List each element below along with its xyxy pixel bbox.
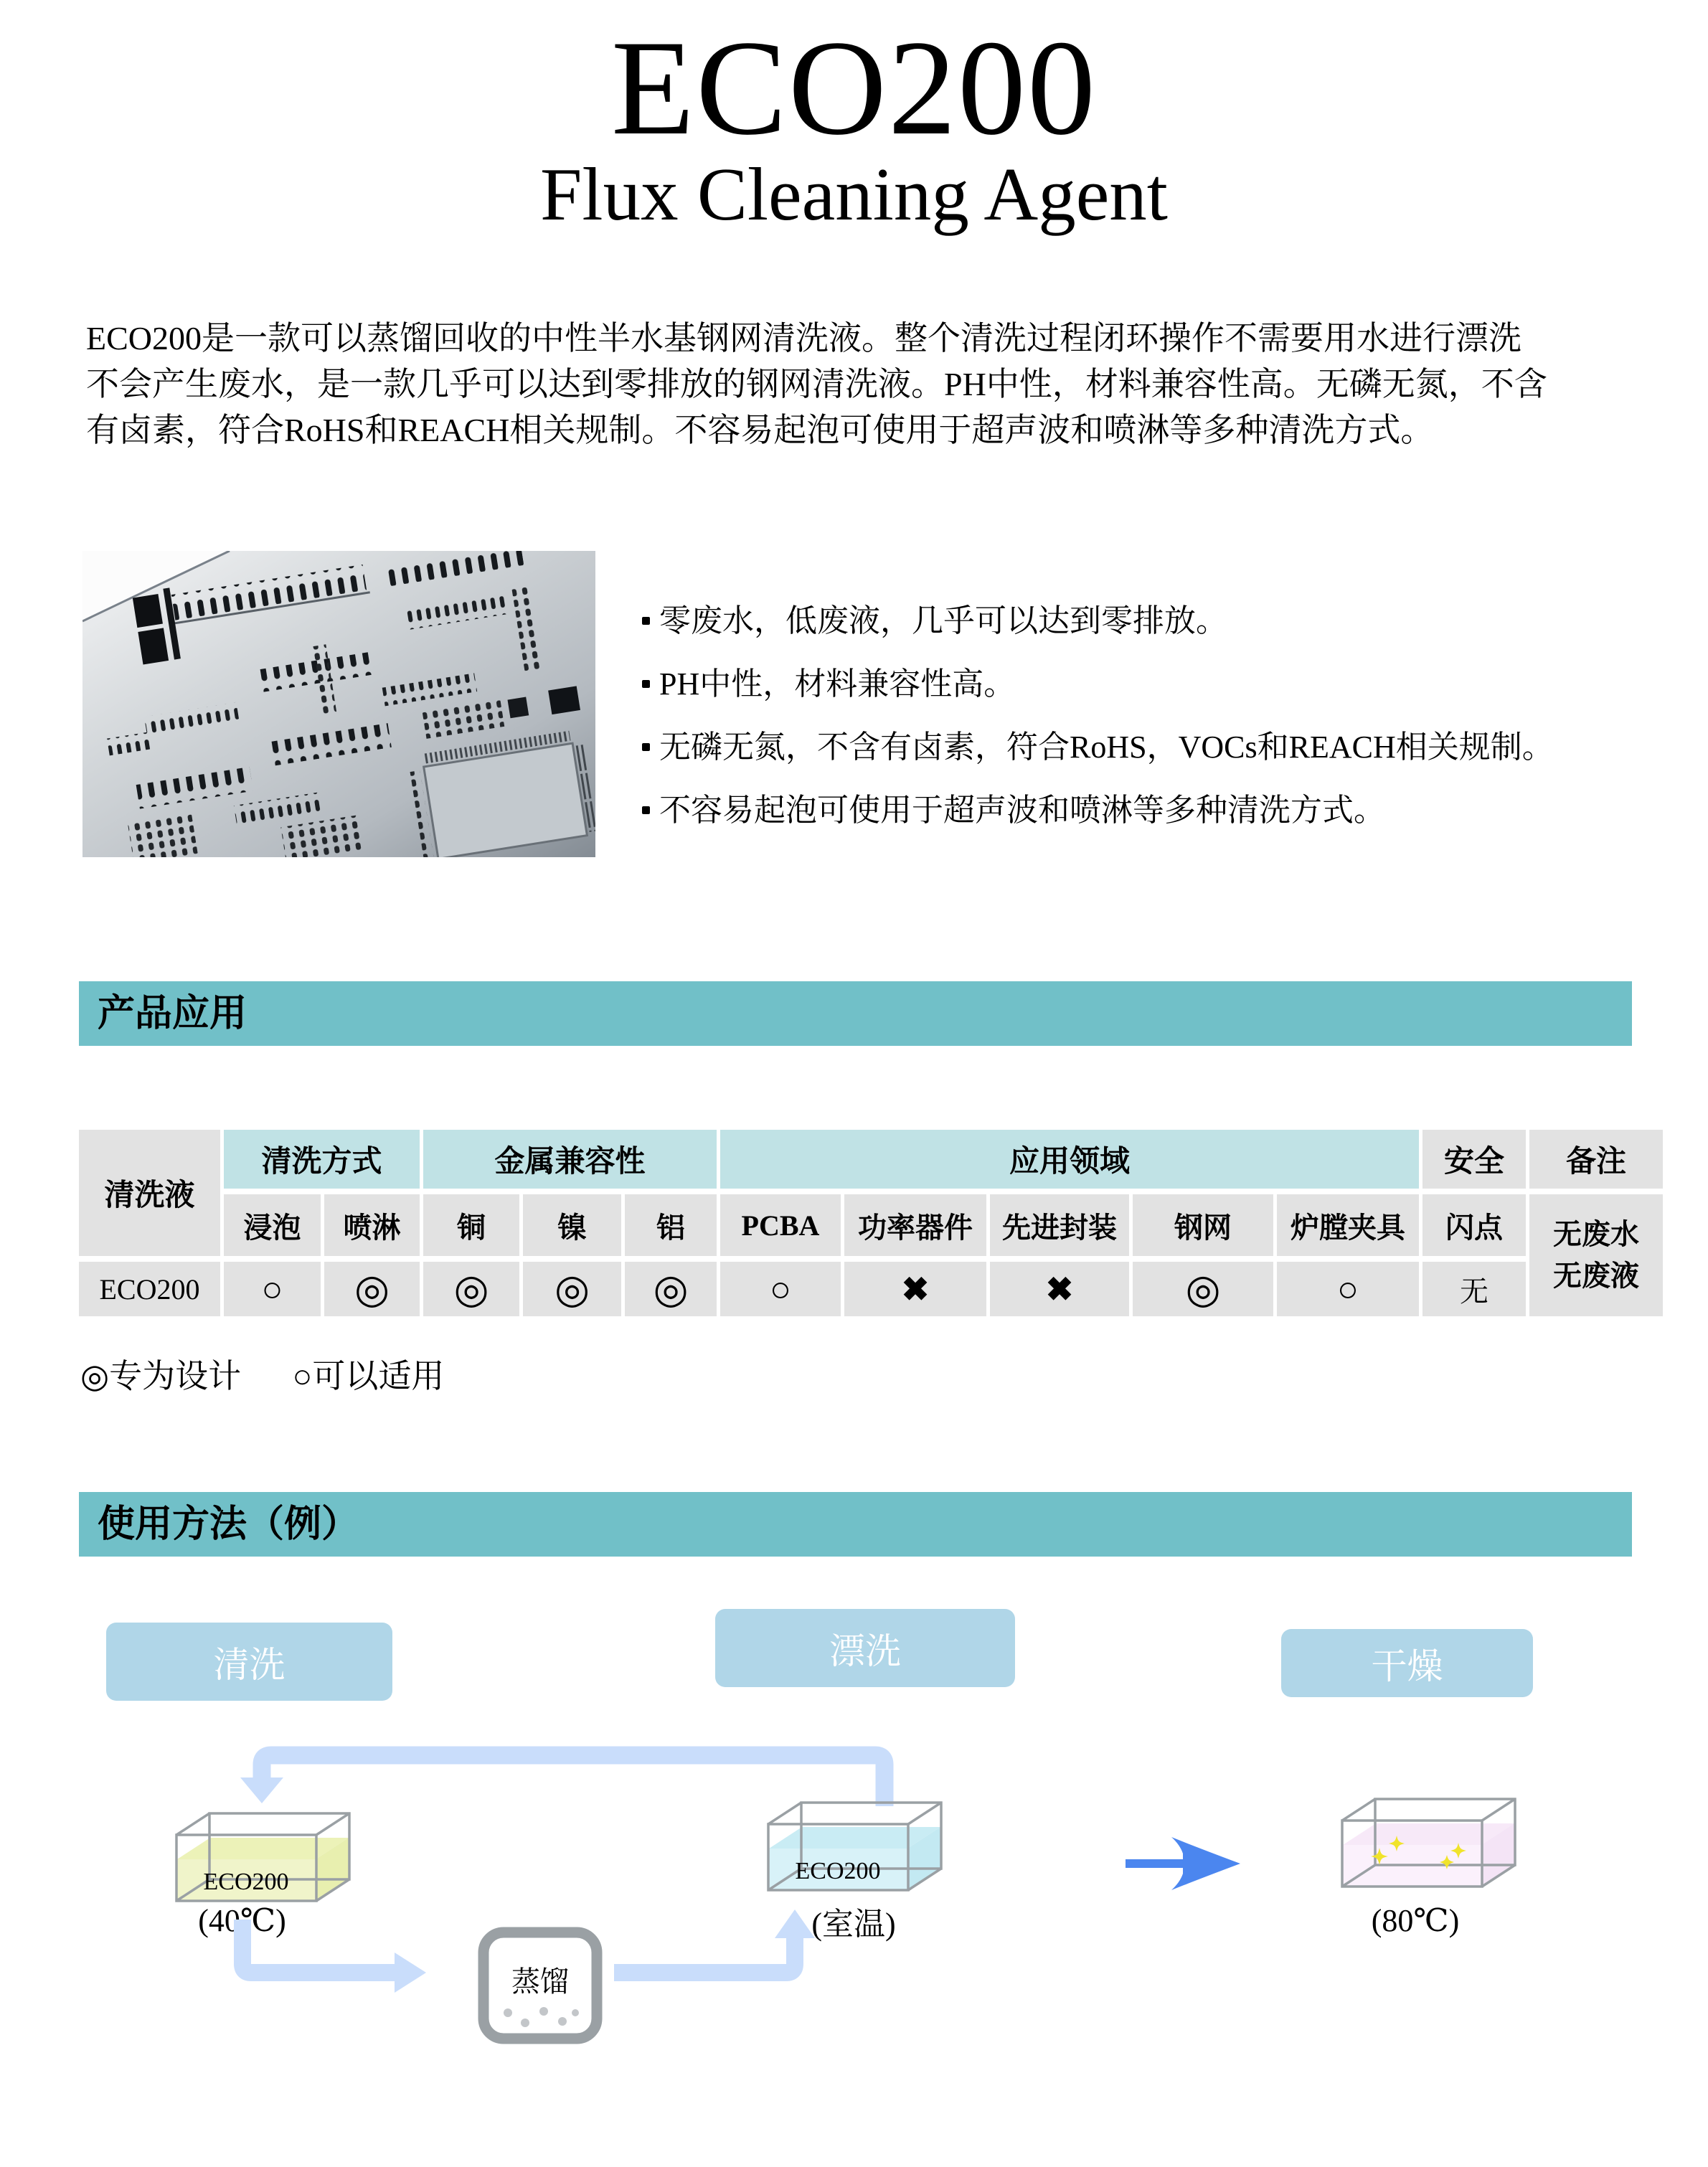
cell-furnace-fixture: ○ xyxy=(1277,1262,1419,1316)
dry-tank-temp: (80℃) xyxy=(1371,1903,1460,1938)
feature-text: PH中性，材料兼容性高。 xyxy=(659,666,1016,702)
th-power-devices: 功率器件 xyxy=(844,1194,986,1256)
wash-tank-label: ECO200 xyxy=(203,1869,289,1895)
cell-soak: ○ xyxy=(224,1262,321,1316)
th-spray: 喷淋 xyxy=(324,1194,420,1256)
distillation-label: 蒸馏 xyxy=(511,1965,569,1998)
rinse-tank-label: ECO200 xyxy=(795,1858,881,1884)
cell-product-name: ECO200 xyxy=(79,1262,220,1316)
wash-tank xyxy=(172,1808,351,1908)
rinse-tank xyxy=(764,1797,943,1897)
th-advanced-packaging: 先进封装 xyxy=(990,1194,1129,1256)
th-flash-point: 闪点 xyxy=(1422,1194,1526,1256)
bullet-dot-icon xyxy=(642,806,650,814)
legend-designed: ◎专为设计 xyxy=(80,1358,242,1394)
intro-paragraph xyxy=(86,316,1628,453)
th-group-remarks: 备注 xyxy=(1529,1130,1663,1189)
intro-line: 不会产生废水，是一款几乎可以达到零排放的钢网清洗液。PH中性，材料兼容性高。无磷无氮，不含 xyxy=(86,366,1547,402)
cell-spray: ◎ xyxy=(324,1262,420,1316)
cell-advanced-packaging: ✖ xyxy=(990,1262,1129,1316)
cell-aluminum: ◎ xyxy=(625,1262,717,1316)
flow-step-dry-label: 干燥 xyxy=(1371,1646,1443,1686)
th-group-metal-compatibility: 金属兼容性 xyxy=(423,1130,717,1189)
th-furnace-fixture: 炉膛夹具 xyxy=(1277,1194,1419,1256)
section-applications-title: 产品应用 xyxy=(98,993,247,1034)
th-nickel: 镍 xyxy=(523,1194,621,1256)
remark-line: 无废液 xyxy=(1553,1260,1639,1292)
stencil-photo xyxy=(82,551,595,857)
cell-stencil: ◎ xyxy=(1133,1262,1273,1316)
legend-applicable: ○可以适用 xyxy=(292,1358,445,1394)
feature-item xyxy=(641,664,1688,704)
cell-pcba: ○ xyxy=(720,1262,841,1316)
wash-to-still-arrow xyxy=(230,1920,445,1998)
flow-step-wash xyxy=(106,1623,392,1701)
feature-text: 零废水，低废液，几乎可以达到零排放。 xyxy=(659,603,1227,638)
applications-table xyxy=(79,1130,1663,1316)
cell-copper: ◎ xyxy=(423,1262,519,1316)
feature-text: 无磷无氮，不含有卤素，符合RoHS，VOCs和REACH相关规制。 xyxy=(659,730,1554,765)
feature-item xyxy=(641,601,1688,641)
feature-item xyxy=(641,790,1688,831)
cell-power-devices: ✖ xyxy=(844,1262,986,1316)
distillation-unit xyxy=(478,1927,603,2044)
flow-step-dry xyxy=(1281,1629,1533,1697)
rinse-tank-temp: (室温) xyxy=(811,1907,896,1942)
table-legend xyxy=(80,1350,444,1397)
bullet-dot-icon xyxy=(642,617,650,625)
page-subtitle: Flux Cleaning Agent xyxy=(540,152,1168,236)
flow-step-rinse-label: 漂洗 xyxy=(829,1630,901,1671)
feature-list xyxy=(641,601,1688,854)
th-stencil: 钢网 xyxy=(1133,1194,1273,1256)
wash-tank-temp: (40℃) xyxy=(198,1903,286,1938)
th-copper: 铜 xyxy=(423,1194,519,1256)
th-group-cleaning-method: 清洗方式 xyxy=(224,1130,420,1189)
section-usage-title: 使用方法（例） xyxy=(98,1504,359,1545)
th-cleaning-liquid: 清洗液 xyxy=(79,1130,220,1256)
dry-tank xyxy=(1338,1793,1517,1894)
th-aluminum: 铝 xyxy=(625,1194,717,1256)
intro-line: ECO200是一款可以蒸馏回收的中性半水基钢网清洗液。整个清洗过程闭环操作不需要用水进行漂洗 xyxy=(86,320,1521,357)
th-group-application-fields: 应用领域 xyxy=(720,1130,1419,1189)
th-pcba: PCBA xyxy=(720,1194,841,1256)
flow-step-wash-label: 清洗 xyxy=(213,1644,286,1685)
flow-step-rinse xyxy=(715,1609,1015,1687)
cell-flash-point: 无 xyxy=(1422,1262,1526,1316)
feature-item xyxy=(641,727,1688,768)
stencil-photo-graphic xyxy=(82,551,595,857)
cell-nickel: ◎ xyxy=(523,1262,621,1316)
intro-line: 有卤素，符合RoHS和REACH相关规制。不容易起泡可使用于超声波和喷淋等多种清洗方式。 xyxy=(86,412,1434,448)
section-applications xyxy=(79,981,1632,1046)
th-soak: 浸泡 xyxy=(224,1194,321,1256)
remark-line: 无废水 xyxy=(1553,1218,1639,1250)
feature-text: 不容易起泡可使用于超声波和喷淋等多种清洗方式。 xyxy=(659,793,1385,828)
page-title: ECO200 xyxy=(611,13,1097,164)
bullet-dot-icon xyxy=(642,680,650,688)
rinse-to-dry-arrow xyxy=(1123,1835,1243,1892)
bullet-dot-icon xyxy=(642,743,650,751)
cell-remark xyxy=(1529,1194,1663,1316)
th-group-safety: 安全 xyxy=(1422,1130,1526,1189)
section-usage xyxy=(79,1492,1632,1557)
